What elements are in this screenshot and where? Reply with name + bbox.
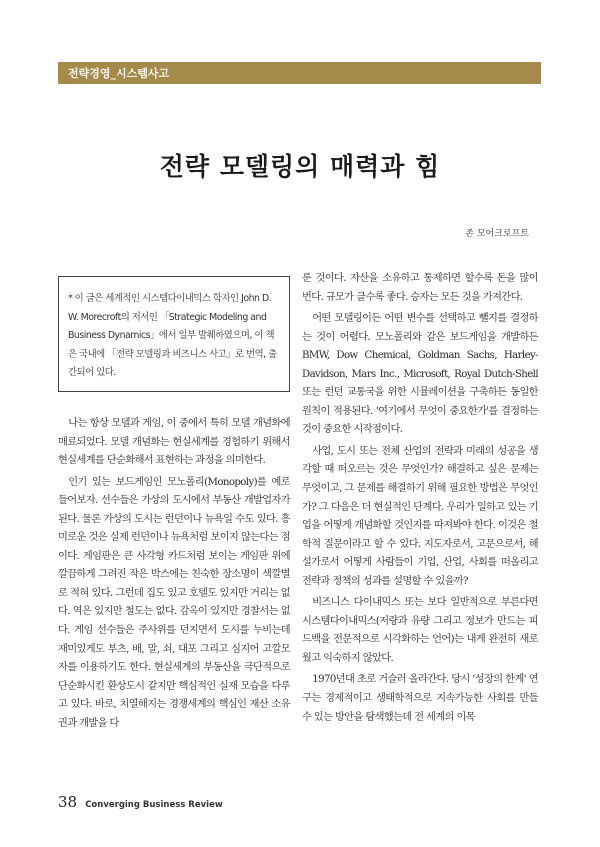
section-header-bar [58,62,541,84]
paragraph: 룬 것이다. 자산을 소유하고 통제하면 할수록 돈을 많이 번다. 규모가 클수록 좋다. 승자는 모든 것을 가져간다. [302,273,538,303]
paragraph: 비즈니스 다이내믹스 또는 보다 일반적으로 부른다면 시스템다이내믹스(저량과 유량 그리고 정보가 만드는 피드백을 전문적으로 시각화하는 언어)는 내게 완전히 새로웠고 익숙하지 않았다. [302,597,538,664]
paragraph: 나는 항상 모델과 게임, 이 중에서 특히 모델 개념화에 매료되었다. 모델 개념화는 현실세계를 경험하기 위해서 현실세계를 단순화해서 표현하는 과정을 의미한다. [58,418,290,467]
section-label: 전략경영_시스템사고 [68,67,170,80]
paragraph: 어떤 모델링이든 어떤 변수를 선택하고 뺄지를 결정하는 것이 어렵다. 모노폴리와 같은 보드게임을 개발하든 BMW, Dow Chemical, Goldman Sachs, Harley-Davidson, Mars Inc., Microsoft, Royal Dutch-Shell 또는 런던 교통국을 위한 시뮬레이션을 구축하든 동일한 원칙이 적용된다. '여기에서 무엇이 중요한가'를 결정하는 것이 중요한 시작점이다. [302,313,538,436]
right-column [302,270,538,730]
source-note-box [58,276,290,392]
paragraph: 1970년대 초로 거슬러 올라간다. 당시 '성장의 한계' 연구는 경제적이고 생태학적으로 지속가능한 사회를 만들 수 있는 방안을 탐색했는데 전 세계의 이목 [302,674,538,723]
page-number: 38 [58,793,78,811]
journal-name: Converging Business Review [85,800,223,810]
paragraph: 인기 있는 보드게임인 모노폴리(Monopoly)를 예로 들어보자. 선수들은 가상의 도시에서 부동산 개발업자가 된다. 물론 가상의 도시는 런던이나 뉴욕일 수도 있다. 흥미로운 것은 실제 런던이나 뉴욕처럼 보이지 않는다는 점이다. 게임판은 큰 사각형 카드처럼 보이는 게임판 위에 깔끔하게 그려진 작은 박스에는 친숙한 장소명이 색깔별로 적혀 있다. 그런데 집도 있고 호텔도 있지만 거리는 없다. 역은 있지만 철도는 없다. 감옥이 있지만 경찰서는 없다. 게임 선수들은 주사위를 던지면서 도시를 누비는데 재미있게도 부츠, 배, 말, 쇠, 대포 그리고 심지어 고깔모자를 이용하기도 한다. 현실세계의 부동산을 극단적으로 단순화시킨 환상도시 같지만 핵심적인 실재 모습을 다루고 있다. 바로, 치열해지는 경쟁세계의 핵심인 재산 소유권과 개발을 다 [58,476,290,729]
article-author: 존 모어크로프트 [465,229,529,239]
left-column [58,415,290,736]
article-title: 전략 모델링의 매력과 힘 [159,152,441,181]
page-footer [58,792,223,811]
paragraph: 사업, 도시 또는 전체 산업의 전략과 미래의 성공을 생각할 때 떠오르는 것은 무엇인가? 해결하고 싶은 문제는 무엇이고, 그 문제를 해결하기 위해 필요한 방법은 무엇인가? 그 다음은 더 현실적인 단계다. 우리가 일하고 있는 기업을 어떻게 개념화할 것인지를 따져봐야 한다. 이것은 철학적 질문이라고 할 수 있다. 지도자로서, 고문으로서, 해설가로서 어떻게 사람들이 기업, 산업, 사회를 떠올리고 전략과 정책의 성과를 설명할 수 있을까? [302,445,538,587]
source-note-text: * 이 글은 세계적인 시스템다이내믹스 학자인 John D. W. Morecroft의 저서인 「Strategic Modeling and Business Dynamics」에서 일부 발췌하였으며, 이 책은 국내에 「전략 모델링과 비즈니스 사고」로 번역, 출간되어 있다. [68,293,277,378]
